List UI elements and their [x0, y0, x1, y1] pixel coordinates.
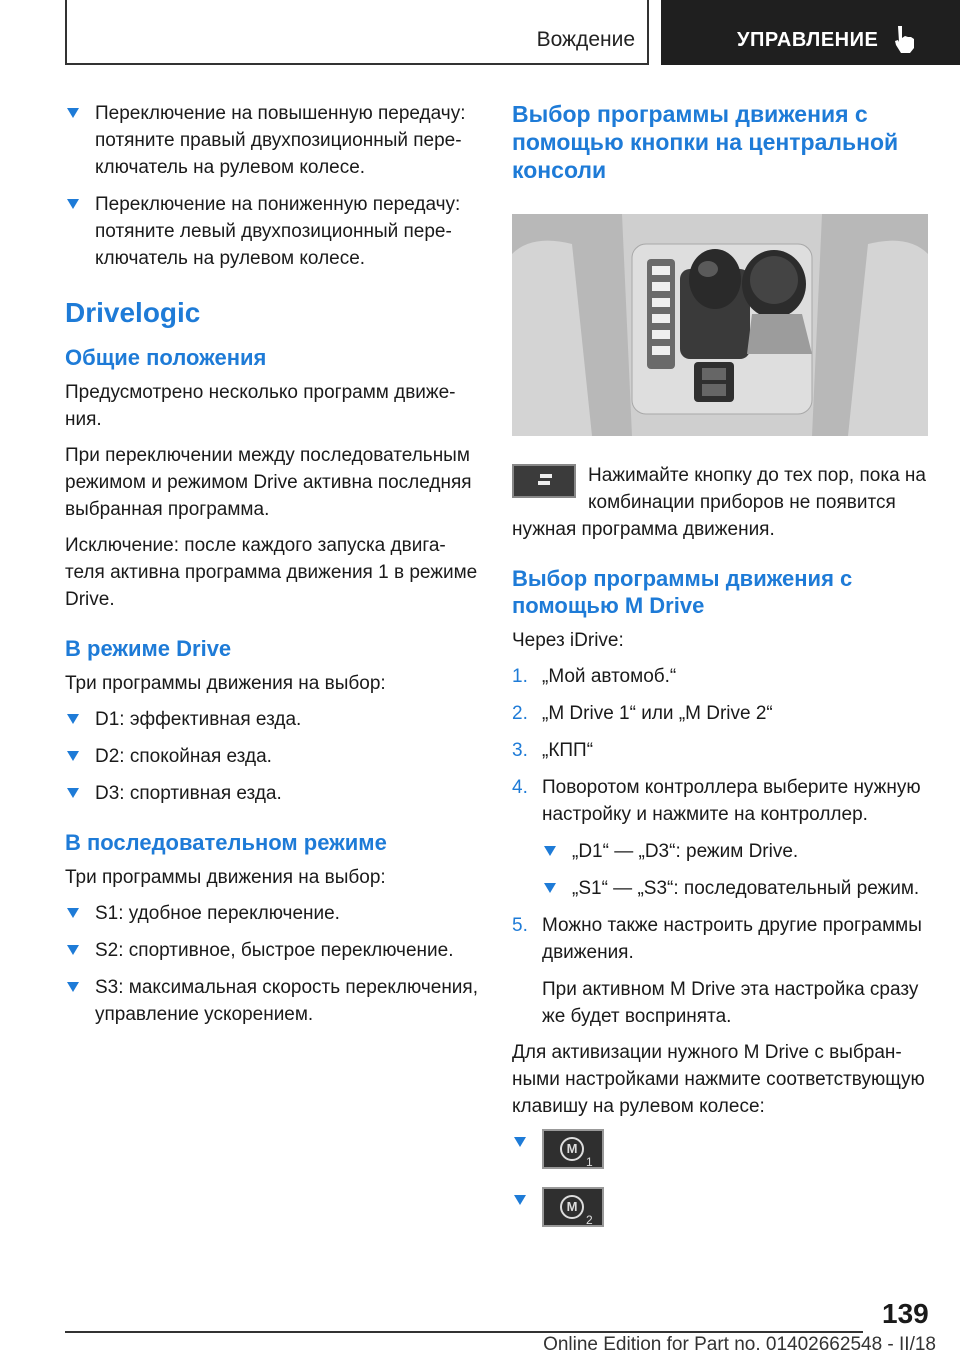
list-item: S2: спортивное, быстрое переключение. — [65, 937, 480, 964]
list-item: 5. Можно также настроить другие программы движения. — [512, 915, 922, 963]
list-item: S3: максимальная скорость переключения, управление ускорением. — [65, 974, 480, 1028]
bullet-triangle-icon — [514, 1137, 526, 1147]
header-section-title: Вождение — [536, 28, 635, 51]
bullet-triangle-icon — [67, 714, 79, 724]
right-column — [512, 100, 928, 1245]
paragraph: Для активизации нужного M Drive с выбран-ными настройками нажмите соответствующую клавишу на рулевом колесе: — [512, 1042, 925, 1117]
driving-program-key-icon — [512, 464, 576, 498]
header-chapter-title: УПРАВЛЕНИЕ — [737, 29, 879, 51]
footer-divider — [65, 1331, 863, 1333]
header-chapter-box — [661, 0, 960, 65]
paragraph: Нажимайте кнопку до тех пор, пока на комбинации приборов не появится — [588, 465, 926, 513]
general-heading: Общие положения — [65, 345, 267, 370]
list-item: D2: спокойная езда. — [65, 743, 480, 770]
mdrive1-key-icon: M 1 — [542, 1129, 604, 1169]
mdrive-heading: Выбор программы движения с помощью M Drive — [512, 566, 853, 618]
list-item: 4. Поворотом контроллера выберите нужную настройку и нажмите на контроллер. — [512, 777, 921, 825]
drive-heading: В режиме Drive — [65, 636, 232, 661]
paragraph: Через iDrive: — [512, 630, 624, 651]
bullet-triangle-icon — [67, 751, 79, 761]
paragraph: Предусмотрено несколько программ движе-ния. — [65, 382, 456, 430]
bullet-triangle-icon — [67, 982, 79, 992]
left-column — [65, 100, 480, 1038]
paragraph: Три программы движения на выбор: — [65, 673, 386, 694]
list-item: „D1“ — „D3“: режим Drive. — [542, 838, 928, 865]
console-heading: Выбор программы движения с помощью кнопки на центральной консоли — [512, 101, 899, 183]
bullet-triangle-icon — [544, 883, 556, 893]
list-item: 3. „КПП“ — [512, 740, 594, 761]
mdrive2-key-icon: M 2 — [542, 1187, 604, 1227]
bullet-triangle-icon — [67, 108, 79, 118]
footer-edition: Online Edition for Part no. 01402662548 - II/18 — [543, 1334, 936, 1355]
list-item: 1. „Мой автомоб.“ — [512, 666, 677, 687]
list-item: D3: спортивная езда. — [65, 780, 480, 807]
bullet-triangle-icon — [67, 788, 79, 798]
paragraph: Исключение: после каждого запуска двига-теля активна программа движения 1 в режиме Drive. — [65, 535, 478, 610]
list-item: „S1“ — „S3“: последовательный режим. — [542, 875, 928, 902]
paragraph: При активном M Drive эта настройка сразу же будет воспринята. — [542, 979, 919, 1027]
header-section-box — [65, 0, 649, 65]
bullet-triangle-icon — [544, 846, 556, 856]
list-item: D1: эффективная езда. — [65, 706, 480, 733]
mdrive2-button-item — [512, 1187, 928, 1235]
program-key-row — [512, 462, 928, 543]
mdrive1-button-item — [512, 1129, 928, 1177]
paragraph: Три программы движения на выбор: — [65, 867, 386, 888]
center-console-photo — [512, 214, 928, 436]
list-item: S1: удобное переключение. — [65, 900, 480, 927]
page-number: 139 — [882, 1298, 929, 1329]
page-title: Drivelogic — [65, 297, 201, 328]
bullet-triangle-icon — [514, 1195, 526, 1205]
list-item: Переключение на пониженную передачу: потяните левый двухпозиционный пере-ключатель на рулевом колесе. — [65, 191, 480, 272]
paragraph: нужная программа движения. — [512, 519, 775, 540]
list-item: 2. „M Drive 1“ или „M Drive 2“ — [512, 703, 773, 724]
bullet-triangle-icon — [67, 945, 79, 955]
list-item: Переключение на повышенную передачу: потяните правый двухпозиционный пере-ключатель на рулевом колесе. — [65, 100, 480, 181]
bullet-triangle-icon — [67, 908, 79, 918]
pointing-hand-icon — [892, 24, 920, 54]
bullet-triangle-icon — [67, 199, 79, 209]
paragraph: При переключении между последовательным режимом и режимом Drive активна последняя выбранная программа. — [65, 445, 472, 520]
sequential-heading: В последовательном режиме — [65, 830, 387, 855]
